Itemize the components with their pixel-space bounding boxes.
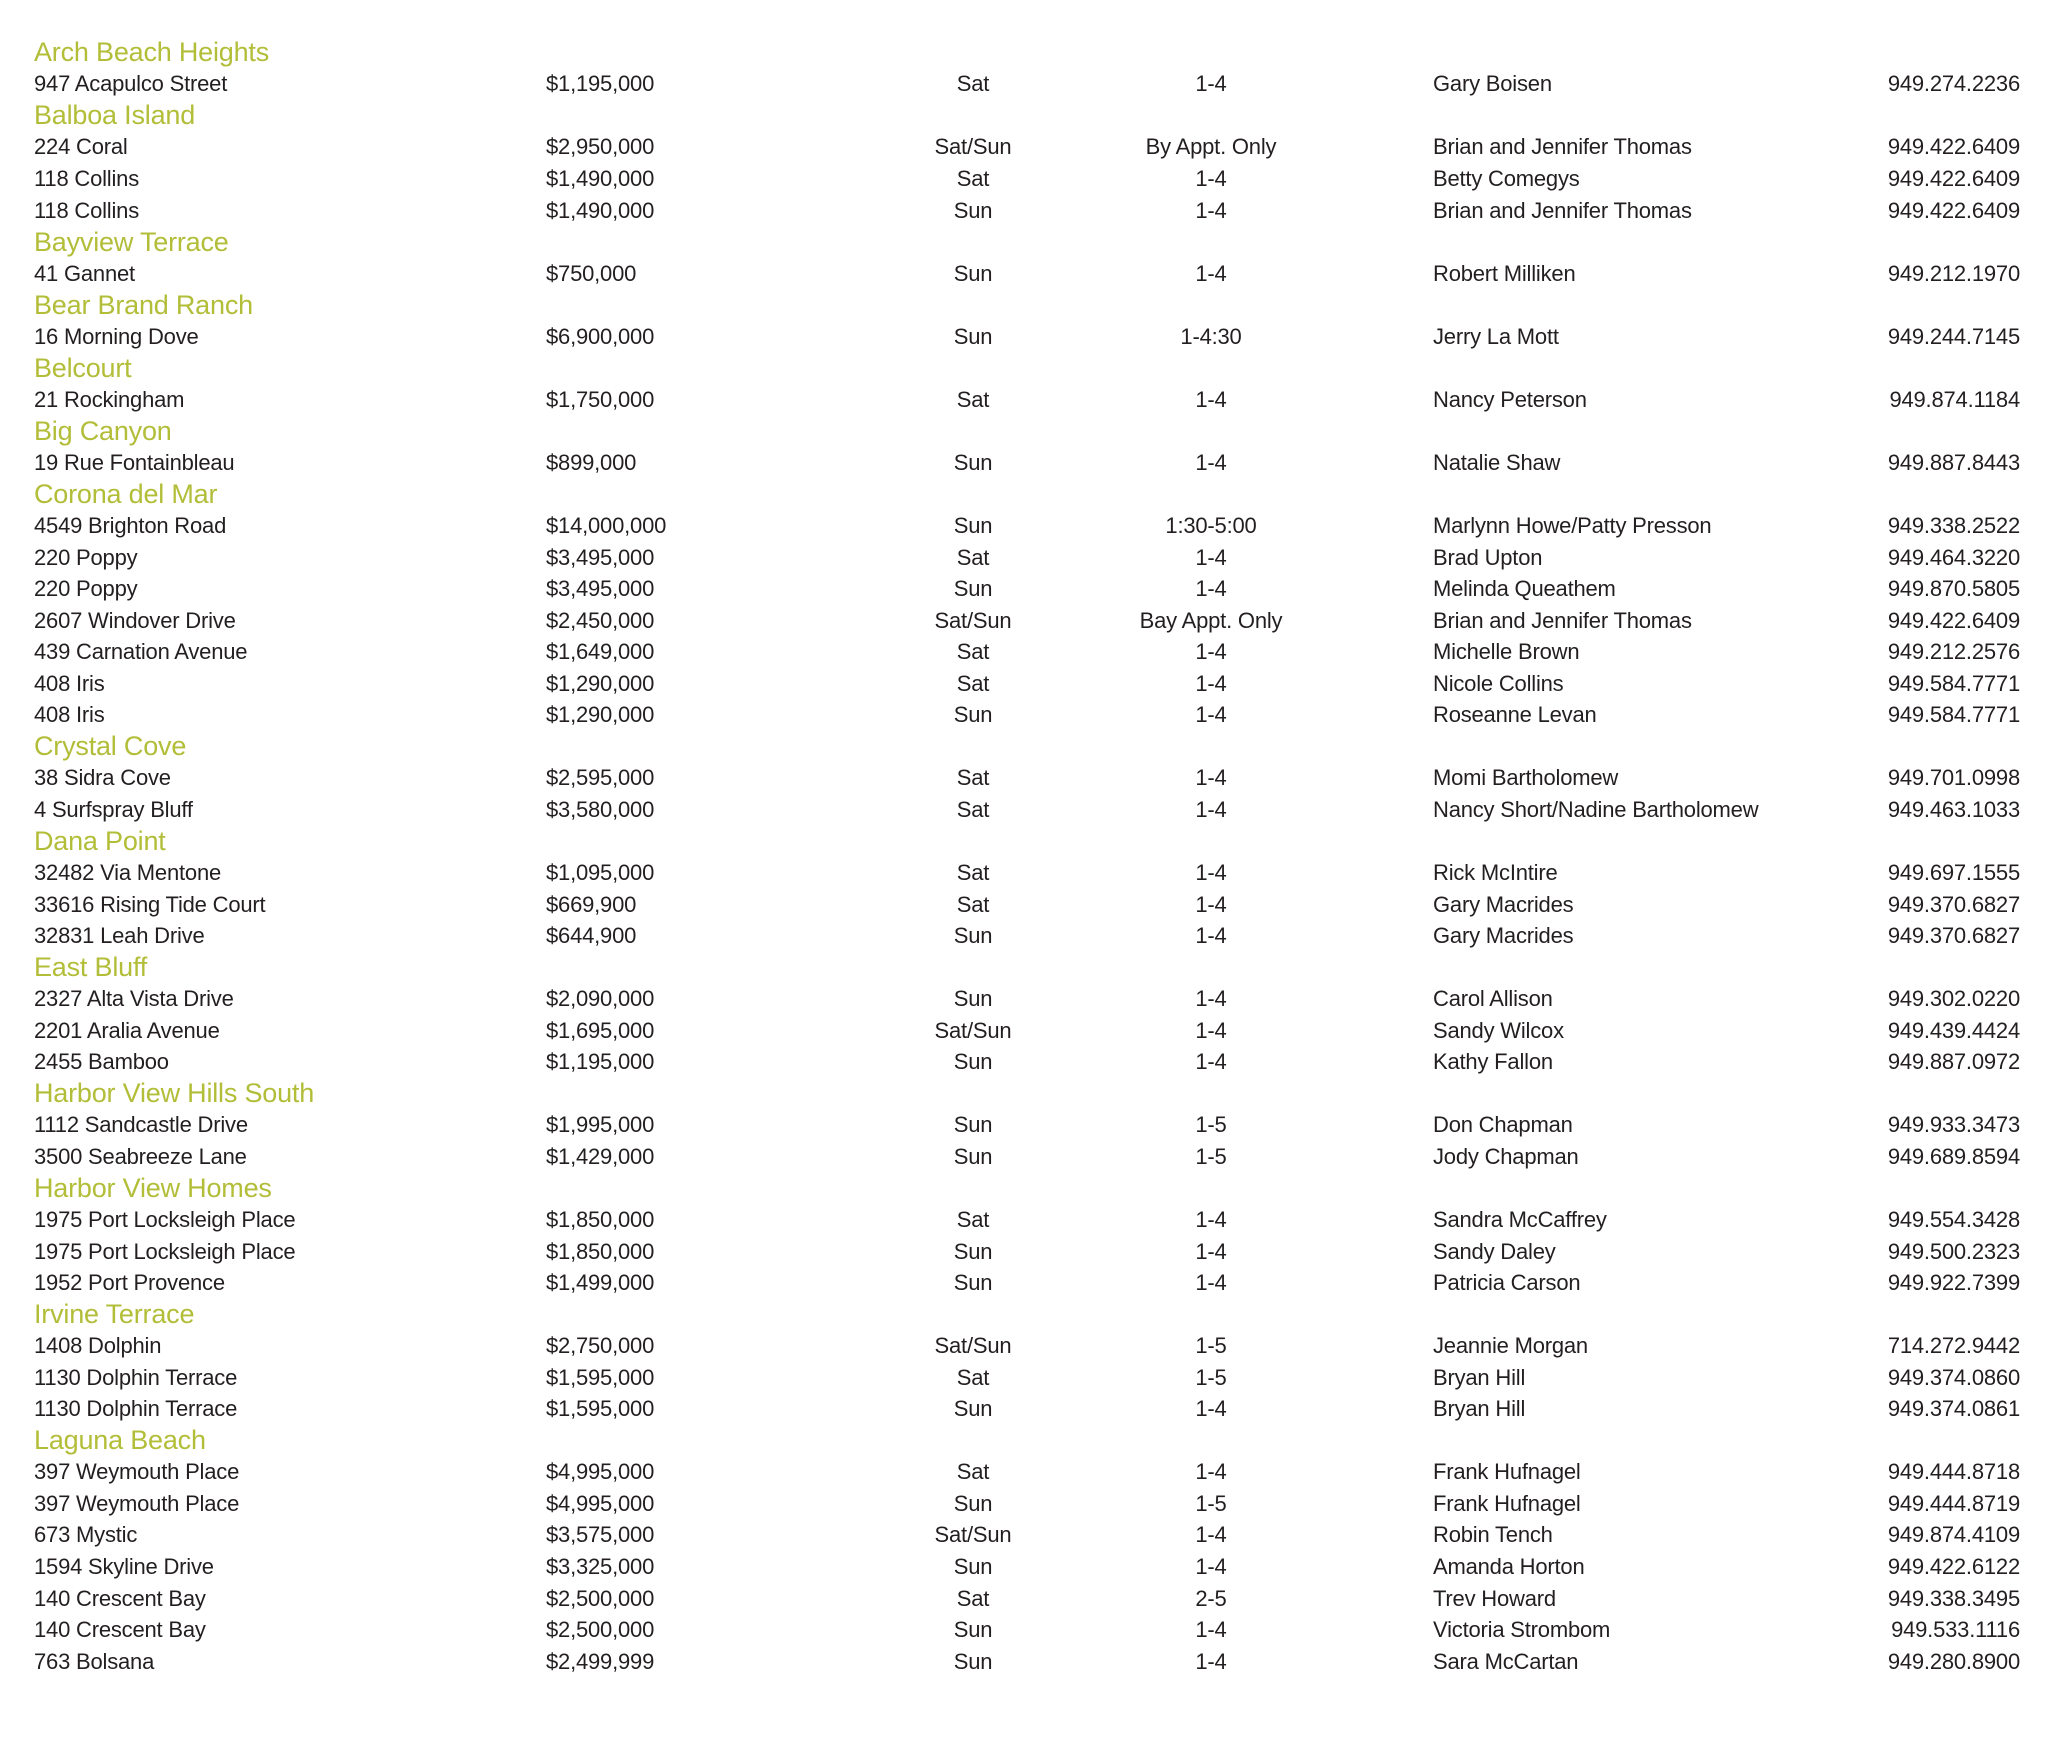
open-day-cell: Sat/Sun [934,134,1012,160]
price-cell: $669,900 [546,891,637,917]
agent-name-cell: Nancy Short/Nadine Bartholomew [1433,796,1759,822]
address-cell: 2201 Aralia Avenue [34,1017,220,1043]
price-cell: $2,450,000 [546,607,655,633]
open-time-cell: 1-4 [1195,1648,1227,1674]
price-cell: $2,499,999 [546,1648,655,1674]
open-time-cell: 1-5 [1195,1112,1227,1138]
open-day-cell: Sat [956,386,990,412]
price-cell: $1,995,000 [546,1112,655,1138]
listing-row [34,132,2020,164]
agent-phone-cell: 949.922.7399 [1887,1270,2020,1296]
open-time-cell: 1-4 [1195,1554,1227,1580]
open-day-cell: Sat [956,639,990,665]
neighborhood-section [34,1299,2020,1331]
address-cell: 118 Collins [34,165,140,191]
agent-phone-cell: 949.374.0861 [1887,1396,2020,1422]
price-cell: $1,490,000 [546,165,655,191]
agent-phone-cell: 949.584.7771 [1887,670,2020,696]
agent-phone-cell: 949.697.1555 [1887,859,2020,885]
listing-row [34,1204,2020,1236]
open-time-cell: 1-4 [1195,449,1227,475]
open-time-cell: 1-4 [1195,859,1227,885]
address-cell: 224 Coral [34,134,128,160]
open-day-cell: Sat/Sun [934,1017,1012,1043]
listing-row [34,510,2020,542]
price-cell: $2,750,000 [546,1333,655,1359]
address-cell: 41 Gannet [34,260,135,286]
open-time-cell: 1-4 [1195,1617,1227,1643]
address-cell: 2607 Windover Drive [34,607,236,633]
price-cell: $1,649,000 [546,639,655,665]
listing-row [34,384,2020,416]
open-time-cell: 1-4:30 [1180,323,1242,349]
neighborhood-section [34,37,2020,69]
open-day-cell: Sun [953,986,993,1012]
address-cell: 21 Rockingham [34,386,185,412]
listing-row [34,983,2020,1015]
listing-row [34,195,2020,227]
address-cell: 1408 Dolphin [34,1333,162,1359]
open-day-cell: Sat [956,765,990,791]
price-cell: $1,850,000 [546,1207,655,1232]
address-cell: 673 Mystic [34,1522,138,1548]
agent-phone-cell: 949.887.0972 [1887,1049,2020,1075]
open-day-cell: Sat/Sun [934,1333,1012,1359]
open-time-cell: 1-4 [1195,923,1227,949]
agent-name-cell: Betty Comegys [1433,165,1580,191]
open-time-cell: 1-5 [1195,1143,1227,1169]
price-cell: $3,495,000 [546,544,655,570]
listing-row [34,1047,2020,1079]
listing-row [34,447,2020,479]
open-day-cell: Sun [953,512,993,538]
price-cell: $2,500,000 [546,1585,655,1611]
agent-name-cell: Robin Tench [1433,1522,1553,1548]
agent-name-cell: Gary Macrides [1433,923,1574,949]
agent-phone-cell: 949.370.6827 [1887,923,2020,949]
price-cell: $1,595,000 [546,1396,655,1422]
agent-phone-cell: 949.870.5805 [1887,576,2020,602]
price-cell: $3,495,000 [546,576,655,602]
open-time-cell: 1-4 [1195,702,1227,728]
agent-phone-cell: 949.584.7771 [1887,702,2020,728]
price-cell: $1,499,000 [546,1270,655,1296]
price-cell: $899,000 [546,449,637,475]
listing-row [34,1551,2020,1583]
listing-row [34,573,2020,605]
address-cell: 32482 Via Mentone [34,859,222,885]
agent-phone-cell: 949.500.2323 [1887,1238,2020,1264]
agent-phone-cell: 714.272.9442 [1887,1333,2020,1359]
agent-phone-cell: 949.887.8443 [1887,449,2020,475]
open-time-cell: 1-4 [1195,1396,1227,1422]
address-cell: 16 Morning Dove [34,323,199,349]
neighborhood-heading: East Bluff [34,952,148,983]
agent-name-cell: Trev Howard [1433,1585,1556,1611]
price-cell: $14,000,000 [546,512,667,538]
open-time-cell: 1-4 [1195,1207,1227,1232]
open-time-cell: 1-4 [1195,796,1227,822]
address-cell: 140 Crescent Bay [34,1617,206,1643]
price-cell: $3,575,000 [546,1522,655,1548]
agent-phone-cell: 949.444.8719 [1887,1490,2020,1516]
price-cell: $750,000 [546,260,637,286]
neighborhood-heading: Bear Brand Ranch [34,289,253,320]
agent-name-cell: Amanda Horton [1433,1554,1585,1580]
neighborhood-section [34,226,2020,258]
agent-name-cell: Nancy Peterson [1433,386,1587,412]
neighborhood-section [34,479,2020,511]
address-cell: 1594 Skyline Drive [34,1554,214,1580]
price-cell: $1,850,000 [546,1238,655,1264]
address-cell: 2327 Alta Vista Drive [34,986,234,1012]
price-cell: $2,595,000 [546,765,655,791]
listing-row [34,1362,2020,1394]
agent-name-cell: Nicole Collins [1433,670,1564,696]
open-day-cell: Sat/Sun [934,1522,1012,1548]
agent-name-cell: Jerry La Mott [1433,323,1559,349]
open-time-cell: 1-4 [1195,639,1227,665]
open-day-cell: Sun [953,1112,993,1138]
agent-name-cell: Roseanne Levan [1433,702,1597,728]
open-day-cell: Sun [953,1270,993,1296]
open-time-cell: Bay Appt. Only [1139,607,1283,633]
agent-name-cell: Sandy Daley [1433,1238,1556,1264]
address-cell: 33616 Rising Tide Court [34,891,266,917]
agent-phone-cell: 949.422.6409 [1887,197,2020,223]
open-time-cell: 1-4 [1195,1270,1227,1296]
open-day-cell: Sat [956,796,990,822]
address-cell: 38 Sidra Cove [34,765,171,791]
agent-phone-cell: 949.338.2522 [1887,512,2020,538]
listing-row [34,1110,2020,1142]
open-day-cell: Sun [953,1238,993,1264]
agent-name-cell: Bryan Hill [1433,1364,1526,1390]
agent-name-cell: Frank Hufnagel [1433,1490,1581,1516]
open-day-cell: Sun [953,449,993,475]
open-time-cell: By Appt. Only [1145,134,1277,160]
agent-phone-cell: 949.212.2576 [1887,639,2020,665]
agent-phone-cell: 949.422.6409 [1887,607,2020,633]
listing-row [34,1583,2020,1615]
agent-name-cell: Gary Boisen [1433,71,1552,97]
agent-phone-cell: 949.463.1033 [1887,796,2020,822]
agent-phone-cell: 949.212.1970 [1887,260,2020,286]
open-time-cell: 2-5 [1195,1585,1227,1611]
agent-phone-cell: 949.444.8718 [1887,1459,2020,1485]
listing-row [34,920,2020,952]
listing-row [34,889,2020,921]
address-cell: 1130 Dolphin Terrace [34,1396,238,1422]
open-day-cell: Sat [956,859,990,885]
listing-row [34,69,2020,101]
neighborhood-heading: Crystal Cove [34,731,187,762]
open-day-cell: Sat [956,544,990,570]
open-day-cell: Sun [953,1648,993,1674]
neighborhood-section [34,416,2020,448]
neighborhood-heading: Harbor View Homes [34,1172,272,1203]
agent-phone-cell: 949.244.7145 [1887,323,2020,349]
listing-row [34,763,2020,795]
open-day-cell: Sun [953,1554,993,1580]
agent-phone-cell: 949.874.1184 [1889,386,2020,412]
neighborhood-section [34,952,2020,984]
listing-row [34,321,2020,353]
agent-name-cell: Brian and Jennifer Thomas [1433,197,1692,223]
open-time-cell: 1-4 [1195,1017,1227,1043]
address-cell: 763 Bolsana [34,1648,155,1674]
agent-phone-cell: 949.422.6122 [1887,1554,2020,1580]
price-cell: $4,995,000 [546,1459,655,1485]
open-time-cell: 1-4 [1195,386,1227,412]
agent-name-cell: Michelle Brown [1433,639,1580,665]
price-cell: $644,900 [546,923,637,949]
neighborhood-heading: Bayview Terrace [34,226,229,257]
address-cell: 32831 Leah Drive [34,923,205,949]
agent-phone-cell: 949.302.0220 [1887,986,2020,1012]
address-cell: 118 Collins [34,197,140,223]
open-day-cell: Sat [956,1459,990,1485]
address-cell: 397 Weymouth Place [34,1459,240,1485]
open-day-cell: Sun [953,576,993,602]
open-day-cell: Sun [953,923,993,949]
agent-phone-cell: 949.338.3495 [1887,1585,2020,1611]
listing-row [34,163,2020,195]
listing-table [34,37,2020,1677]
listing-row [34,1614,2020,1646]
open-time-cell: 1-4 [1195,1049,1227,1075]
agent-name-cell: Natalie Shaw [1433,449,1561,475]
neighborhood-heading: Harbor View Hills South [34,1078,315,1109]
open-time-cell: 1-4 [1195,765,1227,791]
price-cell: $2,950,000 [546,134,655,160]
listing-row [34,668,2020,700]
listing-row [34,1457,2020,1489]
open-day-cell: Sat/Sun [934,607,1012,633]
neighborhood-heading: Balboa Island [34,100,196,131]
open-time-cell: 1-4 [1195,891,1227,917]
open-day-cell: Sat [956,891,990,917]
address-cell: 3500 Seabreeze Lane [34,1143,247,1169]
neighborhood-heading: Dana Point [34,825,166,856]
listing-row [34,1236,2020,1268]
listing-row [34,1394,2020,1426]
open-time-cell: 1-4 [1195,1522,1227,1548]
neighborhood-section [34,352,2020,384]
agent-phone-cell: 949.274.2236 [1887,71,2020,97]
open-time-cell: 1-4 [1195,165,1227,191]
open-day-cell: Sun [953,1143,993,1169]
neighborhood-heading: Laguna Beach [34,1425,206,1456]
open-day-cell: Sat [956,1207,990,1232]
agent-name-cell: Patricia Carson [1433,1270,1581,1296]
listing-row [34,1488,2020,1520]
agent-phone-cell: 949.374.0860 [1887,1364,2020,1390]
agent-name-cell: Victoria Strombom [1433,1617,1611,1643]
price-cell: $3,325,000 [546,1554,655,1580]
listing-row [34,636,2020,668]
agent-name-cell: Sandra McCaffrey [1433,1207,1607,1232]
agent-name-cell: Sandy Wilcox [1433,1017,1564,1043]
address-cell: 439 Carnation Avenue [34,639,248,665]
open-time-cell: 1:30-5:00 [1165,512,1257,538]
open-time-cell: 1-4 [1195,1459,1227,1485]
address-cell: 947 Acapulco Street [34,71,228,97]
price-cell: $6,900,000 [546,323,655,349]
open-day-cell: Sat [956,165,990,191]
address-cell: 397 Weymouth Place [34,1490,240,1516]
open-time-cell: 1-4 [1195,670,1227,696]
agent-name-cell: Jeannie Morgan [1433,1333,1588,1359]
address-cell: 1975 Port Locksleigh Place [34,1238,296,1264]
listing-row [34,258,2020,290]
price-cell: $4,995,000 [546,1490,655,1516]
open-time-cell: 1-5 [1195,1333,1227,1359]
neighborhood-section [34,1078,2020,1110]
agent-phone-cell: 949.280.8900 [1887,1648,2020,1674]
agent-phone-cell: 949.689.8594 [1887,1143,2020,1169]
agent-phone-cell: 949.554.3428 [1887,1207,2020,1232]
agent-phone-cell: 949.533.1116 [1891,1617,2020,1643]
agent-name-cell: Frank Hufnagel [1433,1459,1581,1485]
listing-row [34,1330,2020,1362]
open-time-cell: 1-4 [1195,260,1227,286]
agent-name-cell: Jody Chapman [1433,1143,1579,1169]
open-day-cell: Sun [953,1049,993,1075]
neighborhood-heading: Belcourt [34,352,132,383]
price-cell: $1,195,000 [546,1049,655,1075]
agent-phone-cell: 949.701.0998 [1887,765,2020,791]
agent-name-cell: Melinda Queathem [1433,576,1616,602]
agent-name-cell: Sara McCartan [1433,1648,1579,1674]
address-cell: 1952 Port Provence [34,1270,225,1296]
listing-row [34,794,2020,826]
agent-name-cell: Kathy Fallon [1433,1049,1553,1075]
price-cell: $1,695,000 [546,1017,655,1043]
price-cell: $1,095,000 [546,859,655,885]
open-day-cell: Sun [953,1617,993,1643]
open-time-cell: 1-4 [1195,1238,1227,1264]
agent-name-cell: Carol Allison [1433,986,1553,1012]
neighborhood-section [34,1173,2020,1205]
neighborhood-section [34,1425,2020,1457]
neighborhood-heading: Arch Beach Heights [34,37,270,68]
agent-phone-cell: 949.933.3473 [1887,1112,2020,1138]
listing-row [34,1015,2020,1047]
address-cell: 2455 Bamboo [34,1049,169,1075]
agent-name-cell: Robert Milliken [1433,260,1576,286]
open-time-cell: 1-4 [1195,986,1227,1012]
neighborhood-heading: Corona del Mar [34,478,218,509]
agent-phone-cell: 949.874.4109 [1887,1522,2020,1548]
price-cell: $1,750,000 [546,386,655,412]
neighborhood-heading: Big Canyon [34,415,172,446]
open-day-cell: Sat [956,1364,990,1390]
open-day-cell: Sat [956,1585,990,1611]
listing-row [34,605,2020,637]
agent-name-cell: Marlynn Howe/Patty Presson [1433,512,1712,538]
agent-phone-cell: 949.439.4424 [1887,1017,2020,1043]
open-day-cell: Sun [953,260,993,286]
address-cell: 220 Poppy [34,576,138,602]
open-time-cell: 1-4 [1195,197,1227,223]
open-day-cell: Sun [953,1490,993,1516]
agent-name-cell: Brian and Jennifer Thomas [1433,134,1692,160]
address-cell: 4 Surfspray Bluff [34,796,193,822]
address-cell: 140 Crescent Bay [34,1585,206,1611]
agent-phone-cell: 949.464.3220 [1887,544,2020,570]
address-cell: 1975 Port Locksleigh Place [34,1207,296,1232]
agent-name-cell: Brad Upton [1433,544,1543,570]
open-time-cell: 1-5 [1195,1364,1227,1390]
agent-name-cell: Bryan Hill [1433,1396,1526,1422]
listing-row [34,1520,2020,1552]
listing-row [34,542,2020,574]
open-time-cell: 1-4 [1195,71,1227,97]
price-cell: $3,580,000 [546,796,655,822]
open-time-cell: 1-4 [1195,576,1227,602]
price-cell: $1,195,000 [546,71,655,97]
price-cell: $2,090,000 [546,986,655,1012]
price-cell: $1,429,000 [546,1143,655,1169]
address-cell: 408 Iris [34,670,105,696]
agent-phone-cell: 949.422.6409 [1887,165,2020,191]
price-cell: $1,490,000 [546,197,655,223]
price-cell: $2,500,000 [546,1617,655,1643]
agent-name-cell: Momi Bartholomew [1433,765,1619,791]
open-day-cell: Sun [953,702,993,728]
price-cell: $1,595,000 [546,1364,655,1390]
neighborhood-section [34,289,2020,321]
agent-phone-cell: 949.370.6827 [1887,891,2020,917]
neighborhood-section [34,100,2020,132]
open-day-cell: Sat [956,71,990,97]
address-cell: 220 Poppy [34,544,138,570]
agent-name-cell: Brian and Jennifer Thomas [1433,607,1692,633]
open-time-cell: 1-5 [1195,1490,1227,1516]
price-cell: $1,290,000 [546,702,655,728]
agent-name-cell: Don Chapman [1433,1112,1573,1138]
address-cell: 408 Iris [34,702,105,728]
listing-row [34,857,2020,889]
neighborhood-section [34,731,2020,763]
listing-row [34,1141,2020,1173]
price-cell: $1,290,000 [546,670,655,696]
open-day-cell: Sun [953,323,993,349]
agent-phone-cell: 949.422.6409 [1887,134,2020,160]
agent-name-cell: Gary Macrides [1433,891,1574,917]
address-cell: 1130 Dolphin Terrace [34,1364,238,1390]
open-day-cell: Sun [953,1396,993,1422]
open-time-cell: 1-4 [1195,544,1227,570]
neighborhood-heading: Irvine Terrace [34,1299,195,1330]
address-cell: 4549 Brighton Road [34,512,227,538]
listing-row [34,1267,2020,1299]
listing-row [34,699,2020,731]
listing-row [34,1646,2020,1678]
open-day-cell: Sun [953,197,993,223]
neighborhood-section [34,826,2020,858]
agent-name-cell: Rick McIntire [1433,859,1558,885]
address-cell: 19 Rue Fontainbleau [34,449,235,475]
open-day-cell: Sat [956,670,990,696]
address-cell: 1112 Sandcastle Drive [34,1112,248,1138]
